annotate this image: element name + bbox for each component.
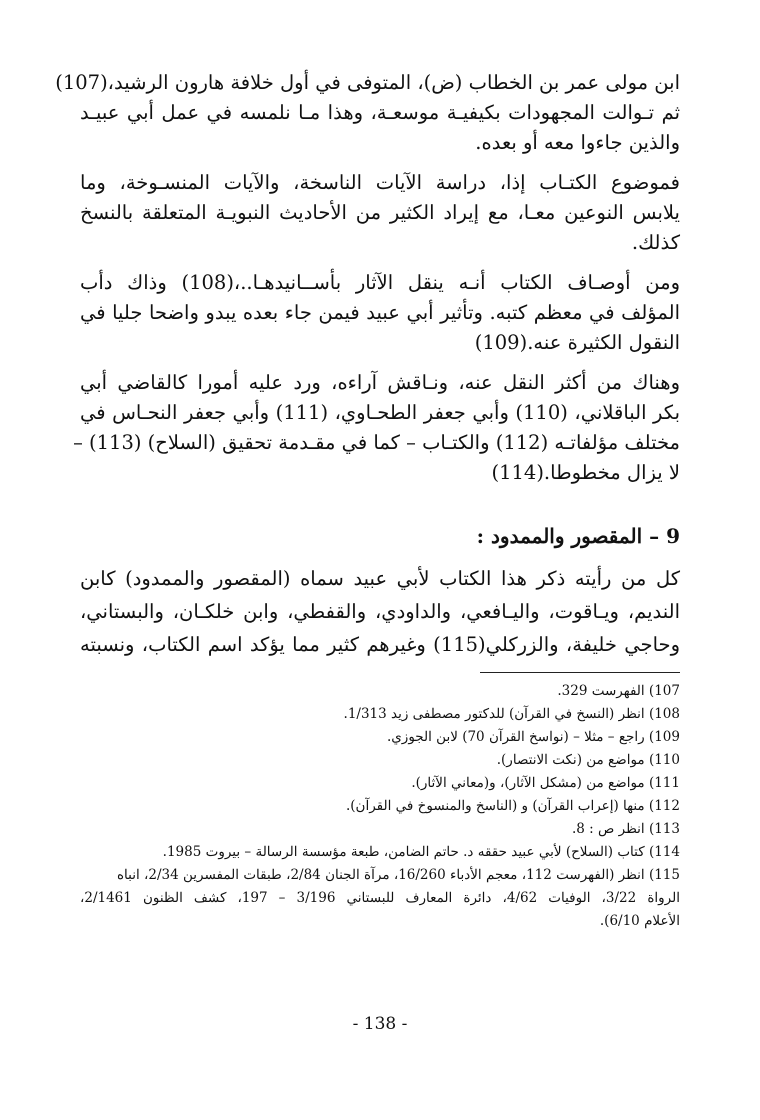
footnote: 112) منها (إعراب القرآن) و (الناسخ والمنسوخ في القرآن). bbox=[345, 798, 680, 814]
body-line: وهناك من أكثر النقل عنه، ونـاقش آراءه، ورد عليه أمورا كالقاضي أبي bbox=[80, 371, 680, 394]
body-line: النديم، ويـاقوت، واليـافعي، والداودي، والقفطي، وابن خلكـان، والبستاني، bbox=[80, 600, 680, 623]
body-line: ابن مولى عمر بن الخطاب (ض)، المتوفى في أول خلافة هارون الرشيد،(107) bbox=[55, 71, 680, 94]
body-line: ومن أوصـاف الكتاب أنـه ينقل الآثار بأســانيدهـا..،(108) وذاك دأب bbox=[80, 271, 680, 294]
footnote: 108) انظر (النسخ في القرآن) للدكتور مصطفى زيد 1/313. bbox=[343, 706, 680, 722]
footnote: 110) مواضع من (نكت الانتصار). bbox=[496, 752, 680, 768]
body-line: النقول الكثيرة عنه.(109) bbox=[474, 331, 680, 354]
footnote: 115) انظر (الفهرست 112، معجم الأدباء 16/260، مرآة الجنان 2/84، طبقات المفسرين 2/34، انباه bbox=[116, 867, 680, 883]
section-title: المقصور والممدود : bbox=[476, 524, 643, 548]
page-number: - 138 - bbox=[352, 1014, 408, 1034]
footnote-separator bbox=[480, 672, 680, 673]
section-text bbox=[80, 562, 680, 661]
footnote: 109) راجع – مثلا – (نواسخ القرآن 70) لابن الجوزي. bbox=[386, 729, 680, 745]
body-line: وحاجي خليفة، والزركلي(115) وغيرهم كثير مما يؤكد اسم الكتاب، ونسبته bbox=[80, 633, 680, 656]
body-line: ثم تـوالت المجهودات بكيفيـة موسعـة، وهذا مـا نلمسه في عمل أبي عبيـد bbox=[80, 101, 680, 124]
footnote-continuation: الرواة 3/22، الوفيات 4/62، دائرة المعارف للبستاني 3/196 – 197، كشف الظنون 2/1461، bbox=[80, 890, 680, 906]
body-line: بكر الباقلاني، (110) وأبي جعفر الطحـاوي، (111) وأبي جعفر النحـاس في bbox=[80, 401, 681, 424]
body-line: المؤلف في معظم كتبه. وتأثير أبي عبيد فيمن جاء بعده يبدو واضحا جليا في bbox=[80, 301, 680, 324]
body-line: لا يزال مخطوطا.(114) bbox=[491, 461, 680, 484]
body-line: يلابس النوعين معـا، مع إيراد الكثير من الأحاديث النبويـة المتعلقة بالنسخ bbox=[80, 201, 680, 224]
footnote: 114) كتاب (السلاح) لأبي عبيد حققه د. حاتم الضامن، طبعة مؤسسة الرسالة – بيروت 1985. bbox=[162, 844, 680, 860]
body-line: والذين جاءوا معه أو بعده. bbox=[475, 131, 680, 154]
footnote-continuation: الأعلام 6/10). bbox=[599, 913, 680, 929]
body-line: فموضوع الكتـاب إذا، دراسة الآيات الناسخة، والآيات المنسـوخة، وما bbox=[80, 171, 680, 194]
body-line: مختلف مؤلفاتـه (112) والكتـاب – كما في مقـدمة تحقيق (السلاح) (113) – bbox=[73, 431, 680, 454]
footnote: 113) انظر ص : 8. bbox=[571, 821, 680, 837]
body-line: كذلك. bbox=[631, 231, 680, 254]
footnote: 111) مواضع من (مشكل الآثار)، و(معاني الآثار). bbox=[411, 775, 680, 791]
section-heading bbox=[80, 521, 680, 551]
main-text bbox=[55, 68, 681, 488]
section-number: 9 – bbox=[649, 524, 680, 548]
footnotes bbox=[80, 680, 680, 933]
footnote: 107) الفهرست 329. bbox=[557, 683, 680, 699]
body-line: كل من رأيته ذكر هذا الكتاب لأبي عبيد سماه (المقصور والممدود) كابن bbox=[80, 567, 680, 590]
